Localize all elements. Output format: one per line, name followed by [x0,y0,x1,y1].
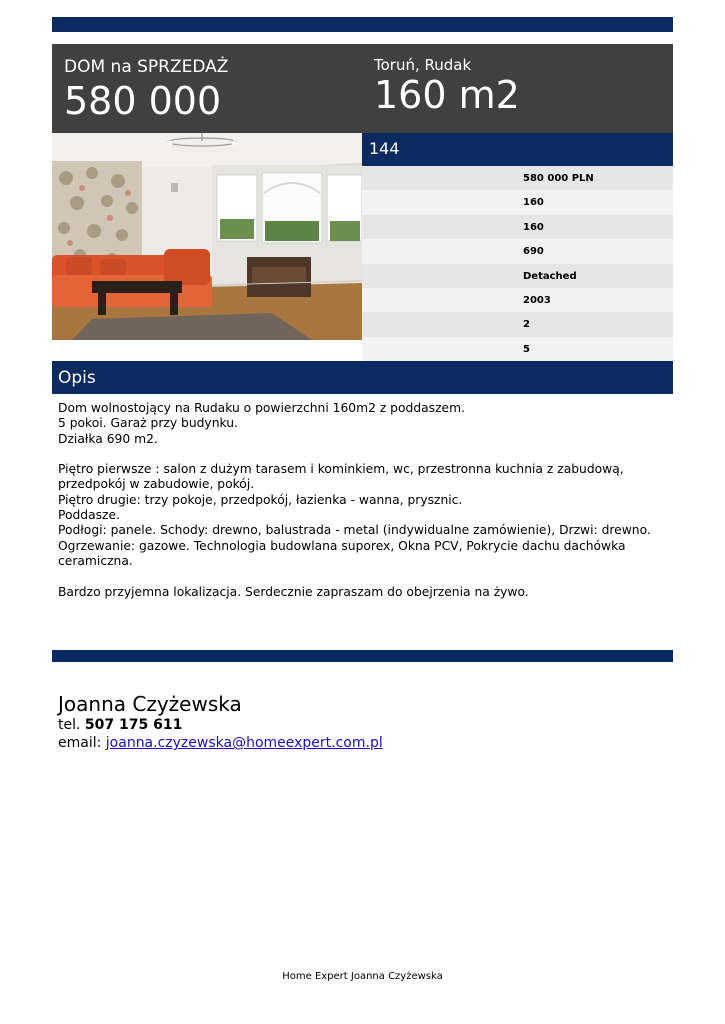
phone-label: tel. [58,717,81,733]
param-value: 2 [523,319,530,331]
param-value: 2003 [523,294,551,306]
param-value: 160 [523,221,544,233]
description-line: Poddasze. [58,508,120,523]
description-heading-bar [52,361,673,394]
property-photo [52,133,362,340]
listing-header [52,44,673,133]
description-line: Ogrzewanie: gazowe. Technologia budowlana suporex, Okna PCV, Pokrycie dachu dachówka [58,538,626,553]
agent-name: Joanna Czyżewska [58,692,242,716]
phone-number: 507 175 611 [84,717,183,733]
param-row [362,239,673,263]
param-row [362,288,673,312]
listing-price: 580 000 [64,79,222,123]
description-line: 5 pokoi. Garaż przy budynku. [58,416,238,431]
param-row [362,264,673,288]
param-row [362,337,673,361]
param-value: 5 [523,343,530,355]
description-line: Działka 690 m2. [58,431,158,446]
param-row [362,215,673,239]
paragraph-gap [58,447,668,462]
agent-email-line [58,734,383,752]
listing-location: Toruń, Rudak [374,56,472,74]
email-link[interactable]: joanna.czyzewska@homeexpert.com.pl [105,735,383,751]
description-text [58,401,668,600]
description-line: Dom wolnostojący na Rudaku o powierzchni 160m2 z poddaszem. [58,401,465,415]
top-accent-bar [52,17,673,32]
description-line: Podłogi: panele. Schody: drewno, balustrada - metal (indywidualne zamówienie), Drzwi: drewno. [58,523,651,538]
agent-phone-line [58,716,383,734]
listing-type: DOM na SPRZEDAŻ [64,57,229,77]
agent-contact [58,692,383,752]
parameters-table [362,166,673,361]
description-line: Bardzo przyjemna lokalizacja. Serdecznie zapraszam do obejrzenia na żywo. [58,584,529,599]
paragraph-gap [58,569,668,584]
description-line: Piętro drugie: trzy pokoje, przedpokój, łazienka - wanna, prysznic. [58,492,463,507]
description-line: przedpokój w zabudowie, pokój. [58,477,255,492]
description-heading: Opis [58,368,96,388]
offer-id-bar [362,133,673,166]
param-value: 580 000 PLN [523,173,594,184]
param-row [362,312,673,336]
description-line: Piętro pierwsze : salon z dużym tarasem i kominkiem, wc, przestronna kuchnia z zabudową, [58,462,624,477]
separator-bar [52,650,673,662]
listing-area: 160 m2 [374,73,520,117]
page-footer: Home Expert Joanna Czyżewska [282,971,443,982]
param-value: Detached [523,270,577,282]
param-value: 690 [523,246,544,258]
param-value: 160 [523,197,544,209]
param-row [362,190,673,214]
param-row [362,166,673,190]
email-label: email: [58,735,102,751]
description-line: ceramiczna. [58,553,133,568]
offer-id: 144 [369,139,400,158]
